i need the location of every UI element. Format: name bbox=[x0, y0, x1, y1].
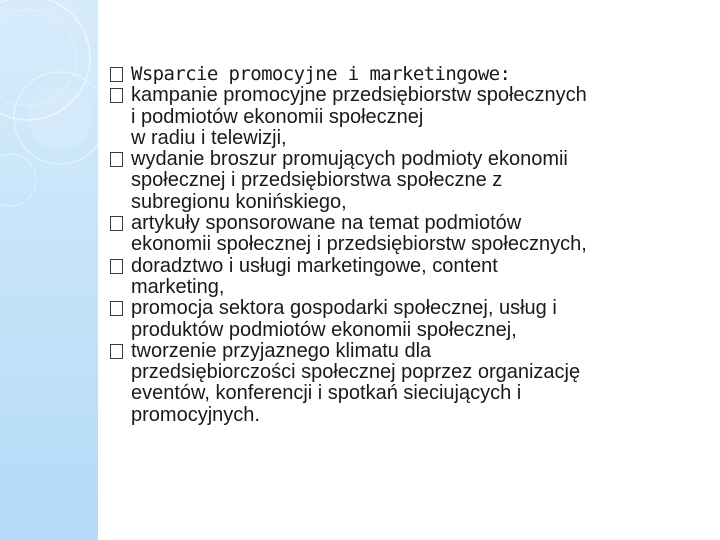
list-item-text: tworzenie przyjaznego klimatu dla bbox=[131, 339, 432, 362]
list-item bbox=[110, 298, 708, 341]
list-item bbox=[110, 341, 708, 426]
list-item-text: promocja sektora gospodarki społecznej, usług i bbox=[131, 297, 557, 320]
list-item bbox=[110, 85, 708, 149]
heading-item bbox=[110, 64, 708, 85]
checkbox-bullet-icon bbox=[110, 88, 123, 103]
list-item-text: produktów podmiotów ekonomii społecznej, bbox=[131, 318, 517, 341]
list-item-text: marketing, bbox=[131, 275, 225, 298]
checkbox-bullet-icon bbox=[110, 301, 123, 316]
list-item-text: wydanie broszur promujących podmioty ekonomii bbox=[131, 148, 568, 171]
list-item-text: doradztwo i usługi marketingowe, content bbox=[131, 254, 498, 277]
list-item bbox=[110, 256, 708, 299]
checkbox-bullet-icon bbox=[110, 152, 123, 167]
decorative-side-band bbox=[0, 0, 98, 540]
list-item-text: promocyjnych. bbox=[131, 403, 260, 426]
list-item-text: i podmiotów ekonomii społecznej bbox=[131, 105, 424, 128]
list-item-text: artykuły sponsorowane na temat podmiotów bbox=[131, 212, 522, 235]
list-item-text: przedsiębiorczości społecznej poprzez organizację bbox=[131, 361, 581, 384]
bullet-content bbox=[110, 64, 708, 426]
list-item-text: subregionu konińskiego, bbox=[131, 190, 347, 213]
list-item-text: społecznej i przedsiębiorstwa społeczne z bbox=[131, 169, 503, 192]
list-item-text: kampanie promocyjne przedsiębiorstw społecznych bbox=[131, 84, 587, 107]
list-item bbox=[110, 149, 708, 213]
list-item-text: ekonomii społecznej i przedsiębiorstw społecznych, bbox=[131, 233, 587, 256]
checkbox-bullet-icon bbox=[110, 259, 123, 274]
list-item bbox=[110, 213, 708, 256]
slide-heading: Wsparcie promocyjne i marketingowe: bbox=[131, 63, 511, 85]
list-item-text: eventów, konferencji i spotkań sieciujących i bbox=[131, 382, 522, 405]
checkbox-bullet-icon bbox=[110, 67, 123, 82]
list-item-text: w radiu i telewizji, bbox=[131, 126, 287, 149]
decorative-circles-graphic bbox=[0, 0, 98, 540]
checkbox-bullet-icon bbox=[110, 216, 123, 231]
checkbox-bullet-icon bbox=[110, 344, 123, 359]
